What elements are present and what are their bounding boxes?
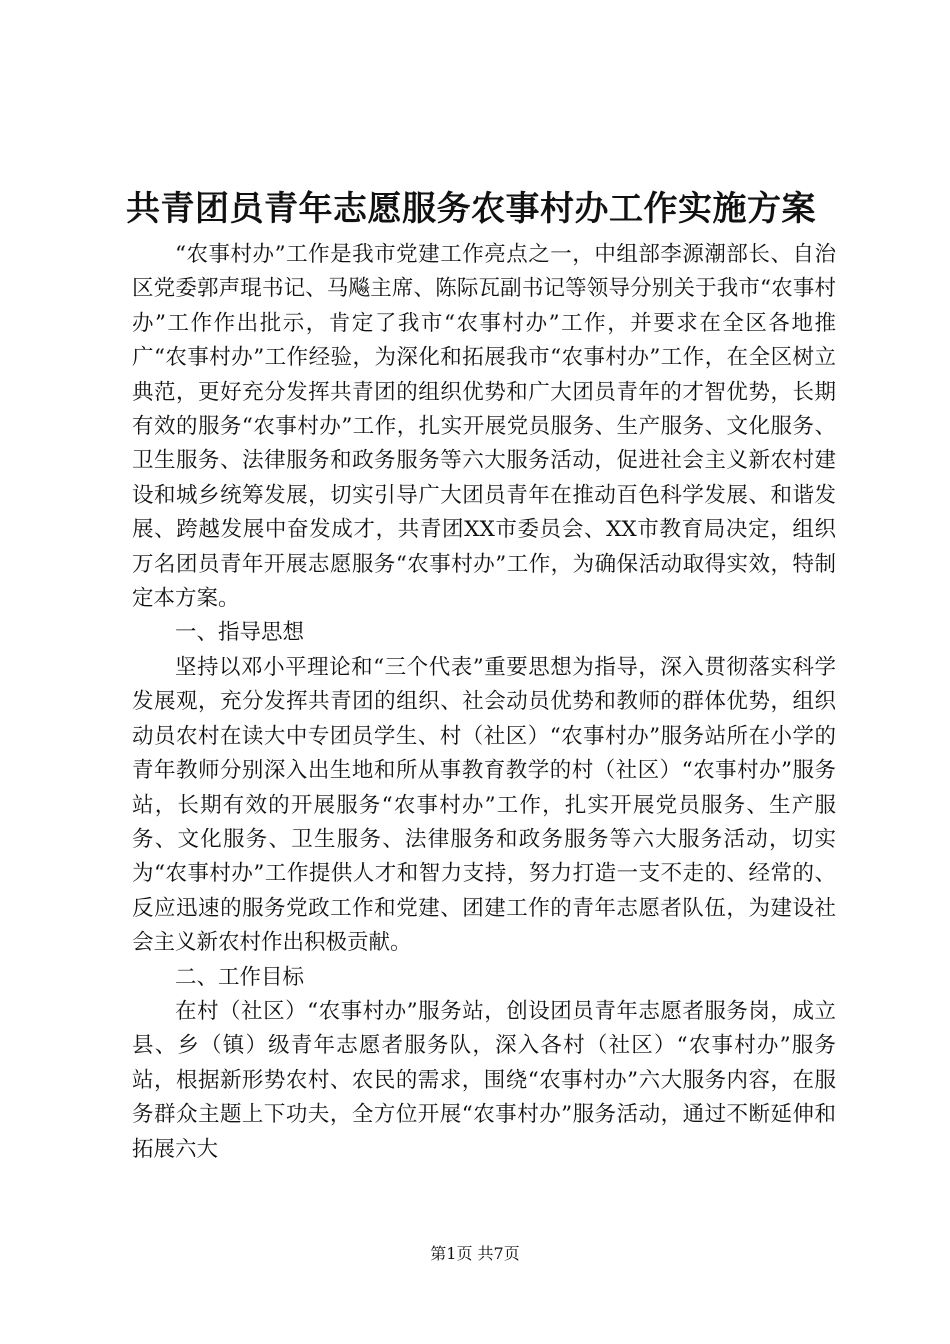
paragraph-intro: “农事村办”工作是我市党建工作亮点之一，中组部李源潮部长、自治区党委郭声琨书记、马飚主席、陈际瓦副书记等领导分别关于我市“农事村办”工作作出批示，肯定了我市“农事村办”工作，并要求在全区各地推广“农事村办”工作经验，为深化和拓展我市“农事村办”工作，在全区树立典范，更好充分发挥共青团的组织优势和广大团员青年的才智优势，长期有效的服务“农事村办”工作，扎实开展党员服务、生产服务、文化服务、卫生服务、法律服务和政务服务等六大服务活动，促进社会主义新农村建设和城乡统筹发展，切实引导广大团员青年在推动百色科学发展、和谐发展、跨越发展中奋发成才，共青团XX市委员会、XX市教育局决定，组织万名团员青年开展志愿服务“农事村办”工作，为确保活动取得实效，特制定本方案。 (132, 242, 836, 612)
section-heading-work-goals: 二、工作目标 (175, 964, 305, 990)
page-number: 第1页 共7页 (430, 1244, 520, 1263)
document-title: 共青团员青年志愿服务农事村办工作实施方案 (126, 189, 816, 229)
section-heading-guiding-ideology: 一、指导思想 (175, 620, 305, 646)
paragraph-work-goals: 在村（社区）“农事村办”服务站，创设团员青年志愿者服务岗，成立县、乡（镇）级青年志愿者服务队，深入各村（社区）“农事村办”服务站，根据新形势农村、农民的需求，围绕“农事村办”六大服务内容，在服务群众主题上下功夫，全方位开展“农事村办”服务活动，通过不断延伸和拓展六大 (132, 998, 836, 1162)
document-body (132, 238, 836, 1167)
paragraph-guiding-ideology: 坚持以邓小平理论和“三个代表”重要思想为指导，深入贯彻落实科学发展观，充分发挥共青团的组织、社会动员优势和教师的群体优势，组织动员农村在读大中专团员学生、村（社区）“农事村办”服务站所在小学的青年教师分别深入出生地和所从事教育教学的村（社区）“农事村办”服务站，长期有效的开展服务“农事村办”工作，扎实开展党员服务、生产服务、文化服务、卫生服务、法律服务和政务服务等六大服务活动，切实为“农事村办”工作提供人才和智力支持，努力打造一支不走的、经常的、反应迅速的服务党政工作和党建、团建工作的青年志愿者队伍，为建设社会主义新农村作出积极贡献。 (132, 654, 836, 956)
